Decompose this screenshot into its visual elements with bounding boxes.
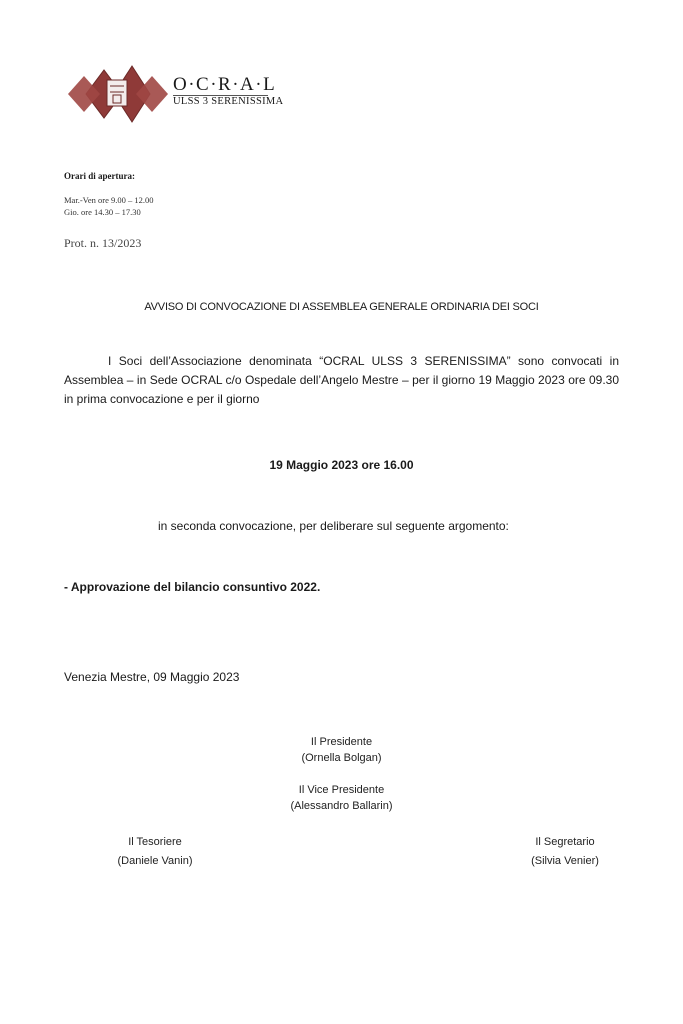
protocol-number: Prot. n. 13/2023 (64, 236, 142, 250)
vice-president-role: Il Vice Presidente (298, 784, 385, 796)
opening-hours-line: Gio. ore 14.30 – 17.30 (64, 207, 141, 217)
agenda-item: - Approvazione del bilancio consuntivo 2022. (64, 580, 321, 594)
notice-paragraph: I Soci dell’Associazione denominata “OCRAL ULSS 3 SERENISSIMA” sono convocati in Assemblea – in Sede OCRAL c/o Ospedale dell’Angelo Mestre – per il giorno 19 Maggio 2023 ore 09.30 in prima convocazione e per il giorno (64, 354, 619, 406)
second-convocation-date: 19 Maggio 2023 ore 16.00 (269, 458, 414, 472)
ocral-logo-icon (66, 62, 170, 126)
treasurer-name: (Daniele Vanin) (117, 855, 193, 867)
president-name: (Ornella Bolgan) (301, 752, 382, 764)
opening-hours-title: Orari di apertura: (64, 171, 135, 181)
logo-subtitle: ULSS 3 SERENISSIMA (173, 96, 284, 107)
logo-name: O·C·R·A·L (173, 74, 277, 95)
president-role: Il Presidente (310, 736, 373, 748)
secretary-name: (Silvia Venier) (531, 855, 599, 867)
second-convocation-text: in seconda convocazione, per deliberare sul seguente argomento: (158, 519, 509, 533)
treasurer-role: Il Tesoriere (128, 836, 182, 848)
place-date: Venezia Mestre, 09 Maggio 2023 (64, 670, 240, 684)
vice-president-name: (Alessandro Ballarin) (290, 800, 393, 812)
opening-hours-line: Mar.-Ven ore 9.00 – 12.00 (64, 195, 154, 205)
notice-title: AVVISO DI CONVOCAZIONE DI ASSEMBLEA GENERALE ORDINARIA DEI SOCI (144, 301, 539, 313)
secretary-role: Il Segretario (535, 836, 595, 848)
